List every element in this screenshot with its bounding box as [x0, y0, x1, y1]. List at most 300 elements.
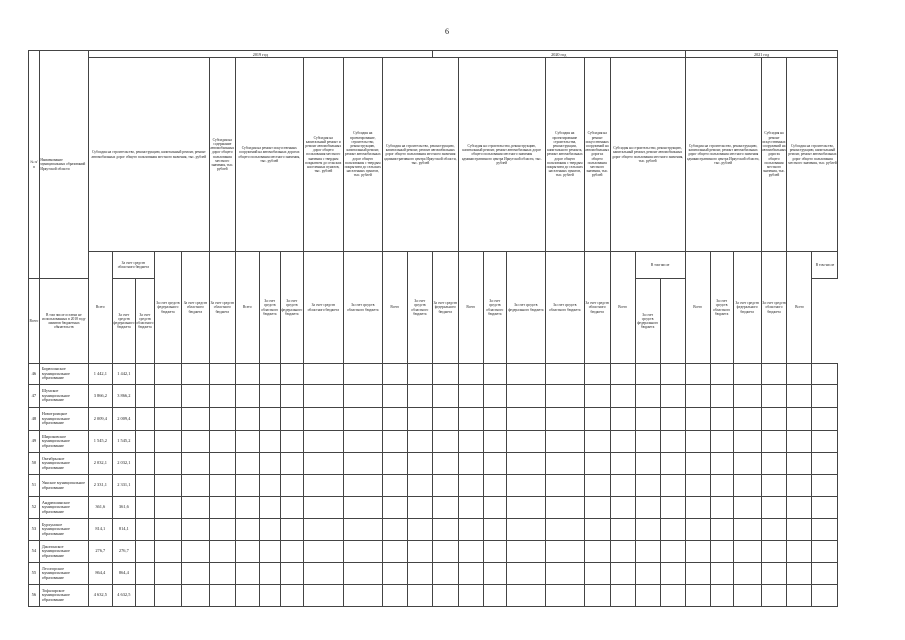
table-cell [812, 519, 838, 541]
table-cell [259, 453, 280, 475]
total-value: 4 632,5 [88, 585, 112, 607]
h-reg-2: За счет средств областного бюджета [209, 252, 235, 364]
table-cell [209, 497, 235, 519]
total-value: 2 009,4 [88, 408, 112, 431]
table-cell [545, 453, 584, 475]
table-cell [209, 408, 235, 431]
h-from-regional: За счет средств областного бюджета [112, 252, 154, 279]
table-cell [584, 408, 610, 431]
table-cell [407, 475, 432, 497]
table-cell [343, 408, 382, 431]
table-cell [343, 385, 382, 408]
regional-value: 1 545,2 [112, 431, 135, 453]
header-group-2: Субсидия на содержание автомобильных дорог общего пользования местного значения, тыс. рублей [209, 58, 235, 252]
table-cell [235, 364, 259, 385]
h-incl-10: В том числе [635, 252, 685, 279]
table-cell [303, 408, 343, 431]
table-cell [154, 453, 181, 475]
table-cell [710, 385, 733, 408]
table-cell [635, 585, 660, 607]
table-cell [458, 453, 483, 475]
header-group-12: Субсидия на ремонт искусственных сооружений на автомобильных дорогах общего пользования местного значения, тыс. рублей [761, 58, 787, 252]
table-cell [432, 585, 458, 607]
table-cell [812, 431, 838, 453]
table-cell [584, 519, 610, 541]
table-cell [787, 408, 812, 431]
municipality-name: Андрюшинское муниципальное образование [39, 497, 88, 519]
table-cell [506, 431, 545, 453]
table-cell [181, 541, 209, 563]
table-cell [584, 563, 610, 585]
header-group-7: Субсидия на строительство, реконструкцию, капитальный ремонт, ремонт автомобильных дорог общего пользования местного значения административного центра Иркутской области, тыс. рублей [458, 58, 545, 252]
table-cell [181, 364, 209, 385]
table-cell [407, 431, 432, 453]
table-cell [812, 385, 838, 408]
subsidy-table [28, 50, 838, 607]
table-cell [343, 519, 382, 541]
header-group-9: Субсидия на ремонт искусственных сооружений на автомобильных дорогах общего пользования местного значения, тыс. рублей [584, 58, 610, 252]
table-row [29, 585, 838, 607]
h-reg-10: За счет средств областного бюджета [135, 279, 154, 364]
table-cell [812, 453, 838, 475]
table-cell [660, 431, 685, 453]
table-cell [303, 453, 343, 475]
municipality-name: Бурхунское муниципальное образование [39, 519, 88, 541]
table-cell [303, 364, 343, 385]
table-cell [259, 585, 280, 607]
table-cell [280, 453, 303, 475]
regional-value: 276,7 [112, 541, 135, 563]
table-cell [280, 431, 303, 453]
table-cell [382, 519, 407, 541]
table-cell [635, 431, 660, 453]
table-cell [303, 585, 343, 607]
table-cell [382, 408, 407, 431]
table-cell [610, 541, 635, 563]
table-cell [280, 408, 303, 431]
table-cell [382, 585, 407, 607]
table-cell [761, 408, 787, 431]
total-value: 864,4 [88, 563, 112, 585]
table-cell [545, 408, 584, 431]
regional-value: 2 009,4 [112, 408, 135, 431]
h-reg-1: За счет средств областного бюджета [181, 252, 209, 364]
table-cell [483, 519, 506, 541]
table-cell [135, 541, 154, 563]
table-cell [733, 408, 761, 431]
table-cell [209, 475, 235, 497]
h-total-10: Всего [610, 252, 635, 364]
row-number: 56 [29, 585, 40, 607]
header-group-11: Субсидия на строительство, реконструкцию, капитальный ремонт, ремонт автомобильных дорог общего пользования местного значения административного центра Иркутской области, тыс. рублей [685, 58, 761, 252]
table-cell [432, 453, 458, 475]
table-cell [235, 563, 259, 585]
regional-value: 2 032,1 [112, 453, 135, 475]
row-number: 47 [29, 385, 40, 408]
total-value: 814,1 [88, 519, 112, 541]
header-group-6: Субсидия на строительство, реконструкцию, капитальный ремонт, ремонт автомобильных дорог общего пользования местного значения административного центра Иркутской области, тыс. рублей [382, 58, 458, 252]
table-cell [761, 453, 787, 475]
table-cell [506, 585, 545, 607]
table-cell [181, 497, 209, 519]
table-cell [610, 364, 635, 385]
row-number: 50 [29, 453, 40, 475]
municipality-name: Лесогорское муниципальное образование [39, 563, 88, 585]
table-cell [235, 453, 259, 475]
h-total-11: Всего [685, 252, 710, 364]
header-group-3: Субсидия на ремонт искусственных сооружений на автомобильных дорогах общего пользования местного значения, тыс. рублей [235, 58, 303, 252]
table-cell [135, 497, 154, 519]
table-cell [432, 408, 458, 431]
municipality-name: Широковское муниципальное образование [39, 431, 88, 453]
table-cell [154, 585, 181, 607]
table-cell [181, 431, 209, 453]
table-cell [259, 408, 280, 431]
table-cell [584, 364, 610, 385]
table-cell [610, 385, 635, 408]
h-reg-11: За счет средств областного бюджета [710, 252, 733, 364]
table-cell [458, 563, 483, 585]
h-total-13: Всего [787, 252, 812, 364]
table-cell [181, 475, 209, 497]
table-cell [259, 497, 280, 519]
table-cell [343, 541, 382, 563]
table-cell [483, 431, 506, 453]
table-cell [610, 431, 635, 453]
table-cell [382, 364, 407, 385]
table-cell [303, 385, 343, 408]
h-reg-12: За счет средств областного бюджета [761, 252, 787, 364]
table-cell [506, 385, 545, 408]
table-cell [154, 563, 181, 585]
total-value: 361,6 [88, 497, 112, 519]
table-cell [458, 475, 483, 497]
table-cell [458, 497, 483, 519]
table-cell [280, 364, 303, 385]
total-value: 1 545,2 [88, 431, 112, 453]
table-cell [382, 497, 407, 519]
table-cell [135, 585, 154, 607]
table-cell [710, 541, 733, 563]
h-fed-3: За счет средств федерального бюджета [280, 252, 303, 364]
table-cell [545, 497, 584, 519]
row-number: 46 [29, 364, 40, 385]
table-cell [787, 453, 812, 475]
table-cell [635, 497, 660, 519]
table-cell [135, 408, 154, 431]
table-cell [733, 541, 761, 563]
table-cell [733, 385, 761, 408]
table-cell [303, 431, 343, 453]
row-number: 48 [29, 408, 40, 431]
h-incl-13: В том числе [812, 252, 838, 279]
table-cell [812, 585, 838, 607]
table-cell [135, 431, 154, 453]
h-reg-5: За счет средств областного бюджета [343, 252, 382, 364]
table-row [29, 431, 838, 453]
table-cell [545, 519, 584, 541]
table-cell [382, 541, 407, 563]
table-cell [584, 475, 610, 497]
table-cell [483, 408, 506, 431]
table-cell [660, 408, 685, 431]
table-cell [660, 385, 685, 408]
row-number: 51 [29, 475, 40, 497]
table-cell [154, 431, 181, 453]
table-cell [280, 563, 303, 585]
table-cell [209, 541, 235, 563]
h-total-6: Всего [382, 252, 407, 364]
table-cell [483, 475, 506, 497]
table-cell [506, 497, 545, 519]
table-cell [135, 385, 154, 408]
table-cell [259, 475, 280, 497]
table-cell [343, 453, 382, 475]
table-row [29, 364, 838, 385]
table-cell [209, 385, 235, 408]
header-group-1: Субсидия на строительство, реконструкцию, капитальный ремонт, ремонт автомобильных дорог общего пользования местного значения, тыс. рублей [88, 58, 209, 252]
table-cell [135, 475, 154, 497]
regional-value: 2 331,1 [112, 475, 135, 497]
table-cell [787, 385, 812, 408]
table-cell [812, 563, 838, 585]
table-cell [135, 364, 154, 385]
municipality-name: Октябрьское муниципальное образование [39, 453, 88, 475]
table-cell [761, 431, 787, 453]
table-cell [343, 431, 382, 453]
table-cell [812, 364, 838, 385]
table-cell [235, 585, 259, 607]
municipality-name: Уякское муниципальное образование [39, 475, 88, 497]
table-cell [660, 585, 685, 607]
table-cell [685, 408, 710, 431]
table-cell [545, 431, 584, 453]
table-cell [660, 475, 685, 497]
h-fed-7: За счет средств федерального бюджета [506, 252, 545, 364]
header-group-13: Субсидия на строительство, реконструкцию, капитальный ремонт, ремонт автомобильных дорог общего пользования местного значения, тыс. рублей [787, 58, 838, 252]
table-cell [635, 541, 660, 563]
table-cell [761, 541, 787, 563]
header-group-5: Субсидия на проектирование, строительство, реконструкцию, капитальный ремонт, ремонт автомобильных дорог общего пользования с твердым покрытием до сельских населенных пунктов, тыс. рублей [343, 58, 382, 252]
row-number: 49 [29, 431, 40, 453]
table-cell [710, 585, 733, 607]
table-cell [733, 453, 761, 475]
table-cell [761, 385, 787, 408]
regional-value: 814,1 [112, 519, 135, 541]
table-cell [761, 475, 787, 497]
table-cell [506, 563, 545, 585]
table-cell [235, 408, 259, 431]
table-cell [432, 364, 458, 385]
table-cell [407, 585, 432, 607]
table-cell [710, 408, 733, 431]
table-cell [154, 364, 181, 385]
table-cell [259, 385, 280, 408]
table-cell [710, 497, 733, 519]
table-cell [382, 453, 407, 475]
table-cell [259, 431, 280, 453]
table-cell [545, 563, 584, 585]
h-fed-1: За счет средств федерального бюджета [154, 252, 181, 364]
table-cell [787, 475, 812, 497]
h-total-1: Всего [88, 252, 112, 364]
table-cell [635, 519, 660, 541]
table-cell [584, 497, 610, 519]
year-2020: 2020 год [432, 51, 685, 58]
table-cell [235, 497, 259, 519]
table-cell [761, 497, 787, 519]
h-total-7: Всего [458, 252, 483, 364]
regional-value: 361,6 [112, 497, 135, 519]
table-cell [235, 431, 259, 453]
table-cell [259, 364, 280, 385]
table-row [29, 563, 838, 585]
table-cell [280, 385, 303, 408]
table-cell [610, 585, 635, 607]
table-cell [545, 585, 584, 607]
table-cell [685, 431, 710, 453]
h-incl-left: В том числе остатки не использованных в 2018 году лимитов бюджетных обязательств [39, 279, 88, 364]
table-cell [181, 385, 209, 408]
table-cell [610, 497, 635, 519]
table-cell [458, 431, 483, 453]
table-row [29, 453, 838, 475]
table-cell [610, 563, 635, 585]
table-cell [458, 541, 483, 563]
table-cell [506, 541, 545, 563]
table-cell [610, 408, 635, 431]
table-cell [787, 541, 812, 563]
table-cell [432, 385, 458, 408]
municipality-name: Шумское муниципальное образование [39, 385, 88, 408]
table-cell [382, 431, 407, 453]
table-cell [382, 385, 407, 408]
table-row [29, 519, 838, 541]
table-cell [635, 475, 660, 497]
table-cell [154, 519, 181, 541]
table-cell [135, 453, 154, 475]
h-reg-9: За счет средств областного бюджета [584, 252, 610, 364]
table-cell [235, 519, 259, 541]
table-cell [135, 519, 154, 541]
header-num: № п/п [29, 51, 40, 279]
row-number: 55 [29, 563, 40, 585]
row-number: 52 [29, 497, 40, 519]
table-cell [407, 364, 432, 385]
table-cell [303, 563, 343, 585]
table-cell [584, 585, 610, 607]
total-value: 2 032,1 [88, 453, 112, 475]
table-cell [710, 453, 733, 475]
table-cell [280, 541, 303, 563]
table-cell [382, 563, 407, 585]
table-cell [432, 541, 458, 563]
table-cell [458, 519, 483, 541]
table-cell [407, 541, 432, 563]
table-cell [685, 563, 710, 585]
table-cell [280, 519, 303, 541]
table-cell [259, 541, 280, 563]
table-cell [407, 519, 432, 541]
table-cell [610, 475, 635, 497]
table-cell [660, 541, 685, 563]
table-cell [660, 453, 685, 475]
table-cell [407, 563, 432, 585]
table-cell [483, 385, 506, 408]
h-fed-10: За счет средств федерального бюджета [112, 279, 135, 364]
table-cell [432, 563, 458, 585]
table-cell [761, 585, 787, 607]
table-cell [610, 519, 635, 541]
regional-value: 864,4 [112, 563, 135, 585]
table-cell [458, 364, 483, 385]
table-cell [303, 541, 343, 563]
row-number: 54 [29, 541, 40, 563]
table-cell [733, 431, 761, 453]
table-cell [154, 497, 181, 519]
table-cell [181, 585, 209, 607]
table-cell [635, 408, 660, 431]
table-cell [787, 563, 812, 585]
table-cell [432, 497, 458, 519]
table-cell [787, 364, 812, 385]
table-cell [685, 497, 710, 519]
table-cell [483, 497, 506, 519]
table-cell [235, 385, 259, 408]
table-cell [545, 475, 584, 497]
page-number: 6 [445, 27, 449, 36]
table-cell [685, 453, 710, 475]
table-cell [506, 519, 545, 541]
table-cell [733, 519, 761, 541]
table-cell [483, 364, 506, 385]
table-cell [382, 475, 407, 497]
h-reg-6: За счет средств областного бюджета [407, 252, 432, 364]
total-value: 1 442,1 [88, 364, 112, 385]
municipality-name: Джогинское муниципальное образование [39, 541, 88, 563]
table-cell [483, 541, 506, 563]
table-cell [209, 563, 235, 585]
header-group-8: Субсидия на проектирование строительства, реконструкции, капитального ремонта, ремонт автомобильных дорог общего пользования с твердым покрытием до сельских населенных пунктов, тыс. рублей [545, 58, 584, 252]
table-cell [407, 408, 432, 431]
table-cell [635, 453, 660, 475]
table-cell [610, 453, 635, 475]
table-cell [787, 519, 812, 541]
table-cell [812, 497, 838, 519]
table-cell [660, 519, 685, 541]
total-value: 3 866,2 [88, 385, 112, 408]
h-fed-6: За счет средств федерального бюджета [432, 252, 458, 364]
regional-value: 3 866,2 [112, 385, 135, 408]
municipality-name: Новотроицкое муниципальное образование [39, 408, 88, 431]
table-cell [545, 541, 584, 563]
table-cell [635, 385, 660, 408]
table-cell [710, 431, 733, 453]
table-cell [584, 385, 610, 408]
total-value: 276,7 [88, 541, 112, 563]
table-cell [761, 364, 787, 385]
table-cell [209, 585, 235, 607]
table-cell [733, 497, 761, 519]
h-total-1b: Всего [29, 279, 40, 364]
table-cell [685, 541, 710, 563]
table-cell [685, 385, 710, 408]
table-cell [506, 408, 545, 431]
h-fed-13: За счет средств федерального бюджета [635, 279, 660, 364]
table-row [29, 541, 838, 563]
table-cell [483, 453, 506, 475]
table-cell [303, 475, 343, 497]
